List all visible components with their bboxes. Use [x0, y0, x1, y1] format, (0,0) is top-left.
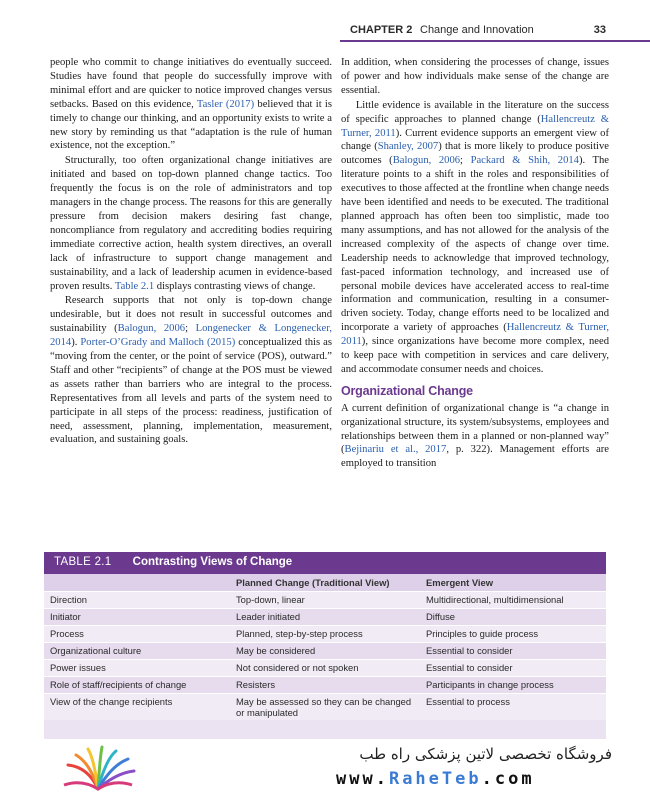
- table-cell: Planned, step-by-step process: [230, 626, 420, 643]
- paragraph: A current definition of organizational change is “a change in organizational structure, its system/subsystems, employees and relationships between them in a planned or non-planned way” (Bejinariu et al., 2017, p. 322). Management efforts are employed to transition: [341, 402, 609, 470]
- citation-link[interactable]: Packard & Shih, 2014: [470, 155, 579, 167]
- chapter-title: Change and Innovation: [420, 24, 534, 36]
- table-row: [44, 626, 606, 643]
- table-title: Contrasting Views of Change: [132, 556, 293, 568]
- table-2-1: [44, 552, 606, 739]
- table-cell: Leader initiated: [230, 609, 420, 626]
- table-cell: Diffuse: [420, 609, 606, 626]
- table-header-row: [44, 574, 606, 592]
- citation-link[interactable]: Tasler (2017): [196, 98, 255, 110]
- chapter-label: CHAPTER 2: [350, 24, 413, 36]
- header-cell: Emergent View: [420, 574, 606, 592]
- table-cell: Role of staff/recipients of change: [44, 677, 230, 694]
- table-cell: Participants in change process: [420, 677, 606, 694]
- citation-link[interactable]: Shanley, 2007: [377, 141, 439, 153]
- paragraph: Structurally, too often organizational change initiatives are initiated and based on top-down planned change tactics. Too frequently the focus is on the role of administrators and top managers in the change process. The reasons for this are generally pressure from decision makers desiring fast change, noncompliance from regulatory and accrediting bodies requiring immediate corrective action, health system directives, an overall lack of infrastructure to support change management and sustainability, and a lack of leadership acumen in evidence-based proven results. Table 2.1 displays contrasting views of change.: [50, 155, 332, 292]
- citation-link[interactable]: Porter-O’Grady and Malloch (2015): [80, 337, 236, 349]
- table-row: [44, 694, 606, 721]
- table-cell: Organizational culture: [44, 643, 230, 660]
- comparison-table: [44, 574, 606, 720]
- citation-link[interactable]: Hallencreutz & Turner, 2011: [341, 113, 609, 139]
- table-cell: May be assessed so they can be changed or manipulated: [230, 694, 420, 721]
- running-header: [0, 22, 650, 44]
- citation-link[interactable]: Longenecker & Longenecker, 2014: [50, 323, 332, 349]
- citation-link[interactable]: Balogun, 2006: [117, 323, 186, 335]
- table-row: [44, 592, 606, 609]
- table-cell: Initiator: [44, 609, 230, 626]
- table-cell: May be considered: [230, 643, 420, 660]
- website-url[interactable]: www.RaheTeb.com: [336, 769, 535, 789]
- table-cell: Process: [44, 626, 230, 643]
- right-column: [341, 56, 609, 472]
- paragraph: Little evidence is available in the literature on the success of specific approaches to planned change (Hallencreutz & Turner, 2011). Current evidence supports an emergent view of change (Shanley, 2007) that is more likely to produce positive outcomes (Balogun, 2006; Packard & Shih, 2014). The literature points to a shift in the roles and responsibilities of executives to those affected at the frontline when change needs have been identified and needs to be executed. The traditional planned approach has often been too simplistic, made too many assumptions, and has not allowed for the analysis of the increased complexity of the aspects of change over time. Leadership needs to acknowledge that improved technology, fast-paced information technology, and increased use of personal mobile devices have accelerated access to real-time information and communication, resulting in a consumer-driven society. Today, change efforts need to be localized and incorporate a variety of approaches (Hallencreutz & Turner, 2011), since organizations have become more complex, need to keep pace with competition in services and care delivery, and accommodate consumer needs and choices.: [341, 99, 610, 375]
- citation-link[interactable]: Hallencreutz & Turner, 2011: [341, 322, 609, 348]
- table-row: [44, 660, 606, 677]
- table-cell: Direction: [44, 592, 230, 609]
- table-cell: Essential to consider: [420, 660, 606, 677]
- left-column: [50, 56, 332, 448]
- watermark-banner: [0, 739, 650, 802]
- table-number: TABLE 2.1: [54, 556, 112, 568]
- table-cell: Not considered or not spoken: [230, 660, 420, 677]
- table-cell: Top-down, linear: [230, 592, 420, 609]
- header-rule: [340, 40, 650, 42]
- table-cell: Multidirectional, multidimensional: [420, 592, 606, 609]
- table-row: [44, 609, 606, 626]
- store-name-text: فروشگاه تخصصی لاتین پزشکی راه طب: [359, 745, 612, 763]
- paragraph: people who commit to change initiatives do eventually succeed. Studies have found that people do successfully improve with minimal effort and are quicker to notice improved changes versus setbacks. Based on this evidence, Tasler (2017) believed that it is timely to change our thinking, and an opportunity exists to write a new story by reminding us that “adaptation is the rule of human existence, not the exception.”: [50, 57, 332, 152]
- table-cell: Essential to process: [420, 694, 606, 721]
- citation-link[interactable]: Balogun, 2006: [392, 155, 461, 167]
- open-book-logo-icon: [58, 745, 138, 793]
- table-cell: Essential to consider: [420, 643, 606, 660]
- table-cell: Power issues: [44, 660, 230, 677]
- table-row: [44, 643, 606, 660]
- section-heading: Organizational Change: [341, 383, 473, 398]
- table-cell: Principles to guide process: [420, 626, 606, 643]
- citation-link[interactable]: Bejinariu et al., 2017: [344, 444, 447, 456]
- header-cell: Planned Change (Traditional View): [230, 574, 420, 592]
- table-row: [44, 677, 606, 694]
- table-reference-link[interactable]: Table 2.1: [114, 280, 155, 292]
- header-cell: [44, 574, 230, 592]
- paragraph: In addition, when considering the processes of change, issues of power and how individuals make sense of the change are essential.: [341, 57, 609, 96]
- table-cell: View of the change recipients: [44, 694, 230, 721]
- page-number: 33: [593, 24, 606, 36]
- table-title-bar: [44, 552, 606, 574]
- table-cell: Resisters: [230, 677, 420, 694]
- paragraph: Research supports that not only is top-down change undesirable, but it does not result in successful outcomes and sustainability (Balogun, 2006; Longenecker & Longenecker, 2014). Porter-O’Grady and Malloch (2015) conceptualized this as “moving from the center, or the point of service (POS), outward.” Staff and other “recipients” of change at the POS must be viewed as assets rather than barriers who are integral to the process. Representatives from all levels and parts of the system need to participate in all steps of the process: readiness, justification of need, assessment, planning, implementation, measurement, evaluation, and sustaining goals.: [50, 295, 332, 446]
